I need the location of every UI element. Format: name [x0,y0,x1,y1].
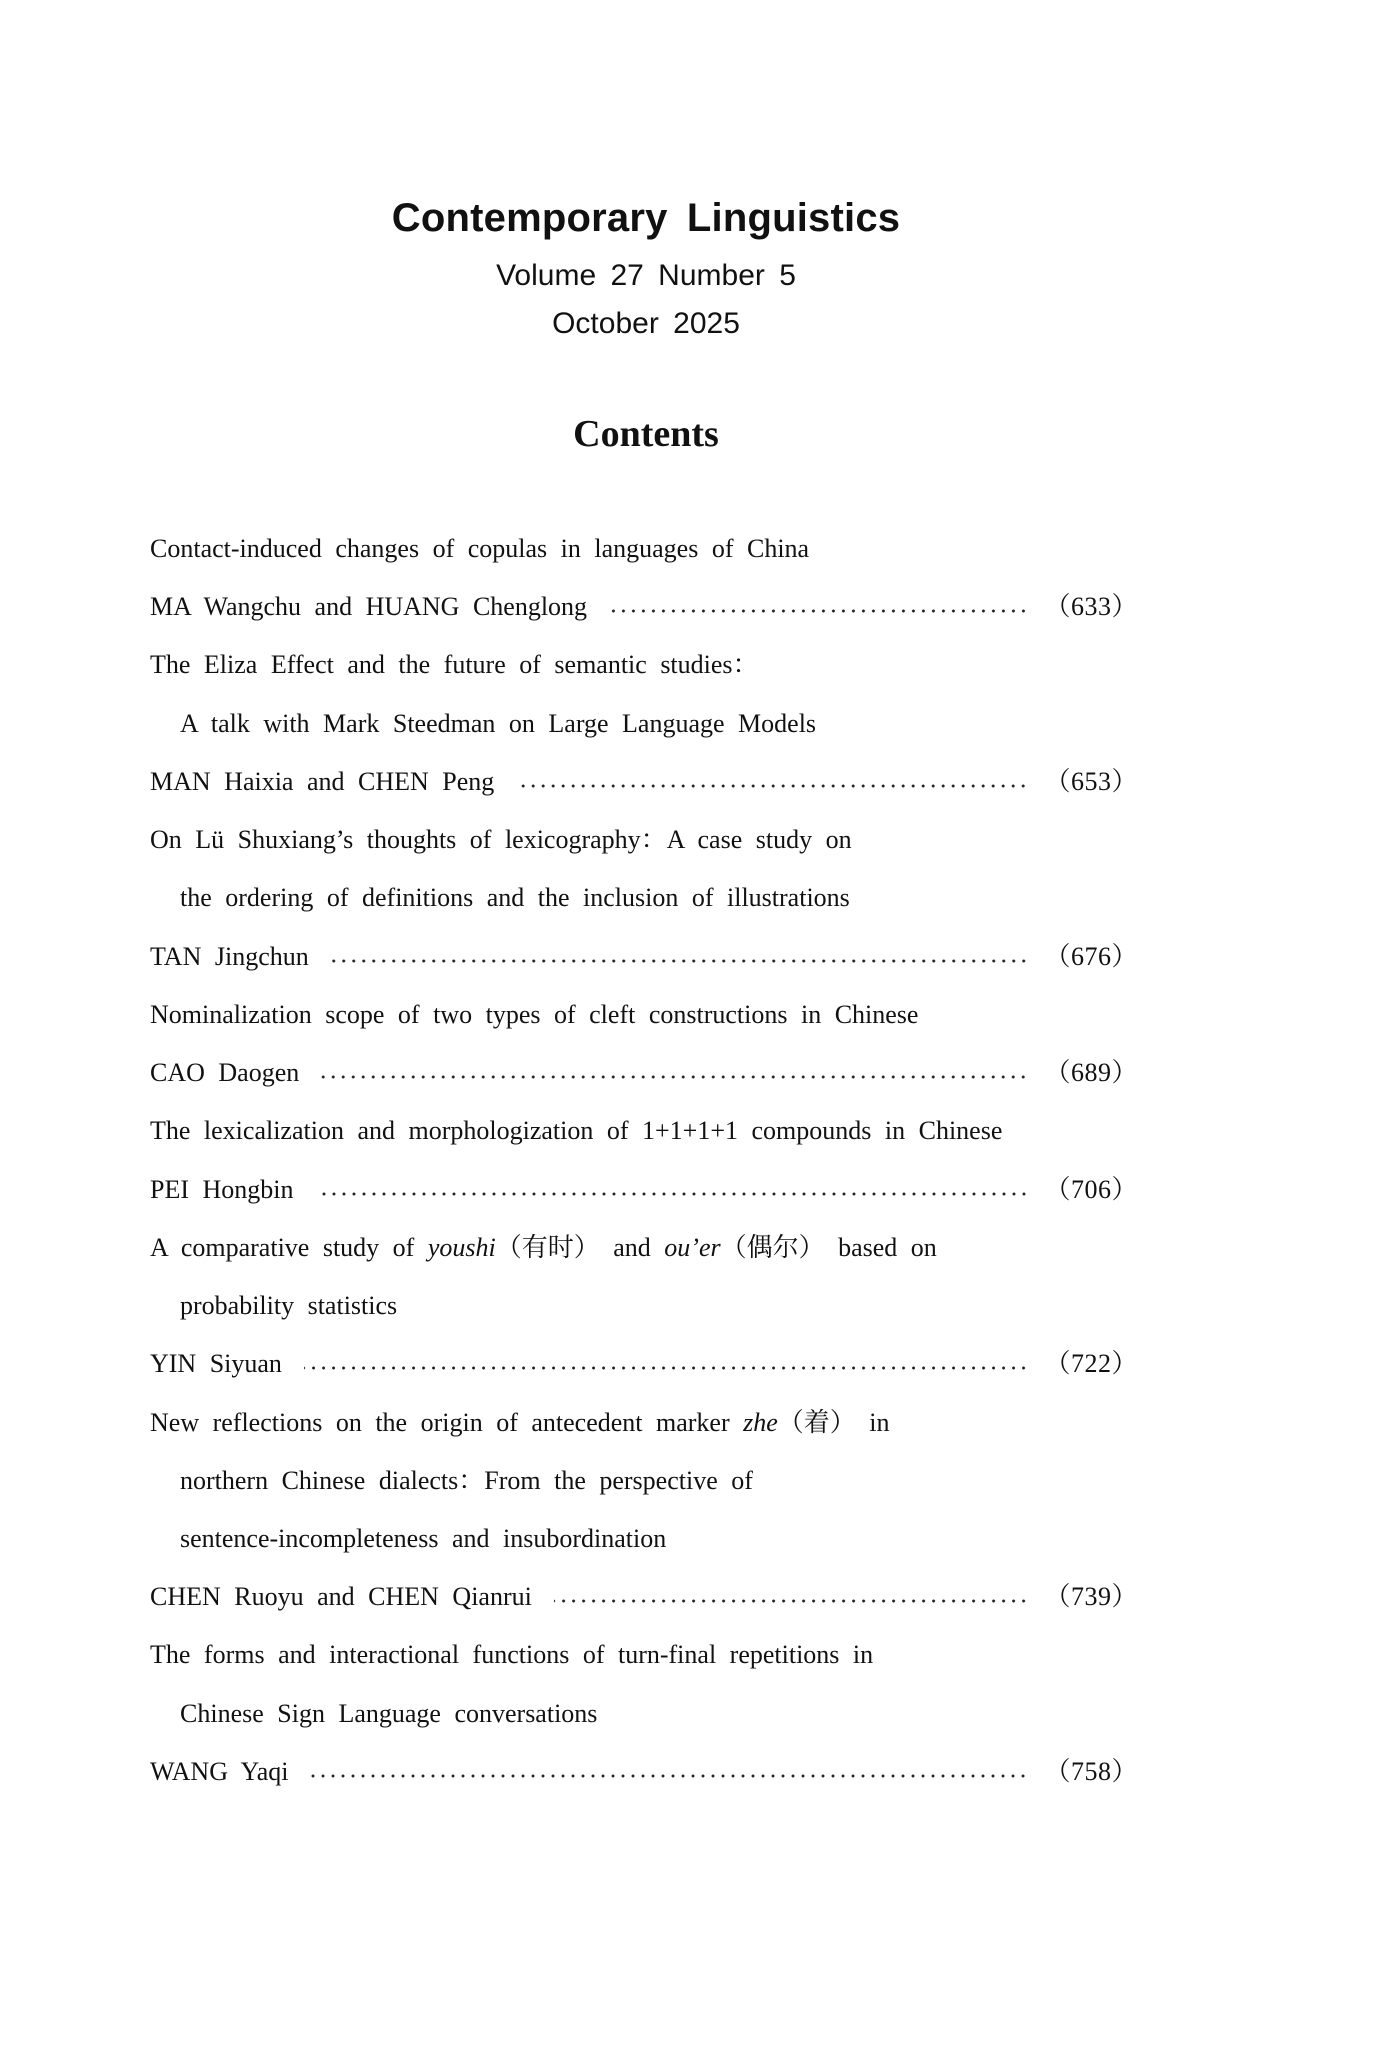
title-segment: （偶尔） based on [720,1232,937,1262]
article-title-text [150,1219,937,1277]
title-segment: On Lü Shuxiang’s thoughts of lexicography：A case study on [150,825,852,855]
page-number[interactable]: （633） [1044,592,1138,622]
journal-title: Contemporary Linguistics [391,196,901,240]
contents-heading: Contents [573,413,719,455]
article-authors: CAO Daogen [150,1058,300,1088]
article-title-line [150,811,1138,869]
article-authors: YIN Siyuan [150,1349,282,1379]
article-title-continuation [150,1277,1138,1335]
title-segment: （着） in [777,1407,890,1437]
italic-term: zhe [743,1407,778,1437]
dot-leader [316,1192,1029,1196]
article-title-text [180,1452,753,1510]
article-title-text [180,1510,666,1568]
article-title-text [150,986,918,1044]
article-title-line [150,520,1138,578]
article-title-text [180,1277,397,1335]
title-segment: New reflections on the origin of antecedent marker [150,1407,744,1437]
dot-leader [310,1774,1028,1778]
dot-leader [516,784,1028,788]
article-authors: PEI Hongbin [150,1174,294,1204]
article-title-line [150,1102,1138,1160]
author-line [150,1044,1138,1102]
article-title-text [180,1685,597,1743]
article-title-continuation [150,1510,1138,1568]
italic-term: ou’er [664,1232,721,1262]
article-title-text [180,869,850,927]
toc-entry[interactable] [150,1626,1138,1801]
author-line [150,1335,1138,1393]
article-title-continuation [150,1685,1138,1743]
toc-entry[interactable] [150,1394,1138,1627]
author-line [150,928,1138,986]
article-title-line [150,1626,1138,1684]
page-number[interactable]: （706） [1044,1174,1138,1204]
author-line [150,1161,1138,1219]
title-segment: The Eliza Effect and the future of semantic studies： [150,650,759,680]
dot-leader [554,1599,1029,1603]
article-title-text [180,695,816,753]
article-title-text [150,520,809,578]
title-segment: the ordering of definitions and the inclusion of illustrations [180,883,850,913]
article-authors: WANG Yaqi [150,1756,289,1786]
page-number[interactable]: （739） [1044,1582,1138,1612]
toc-entry[interactable] [150,1219,1138,1394]
article-authors: CHEN Ruoyu and CHEN Qianrui [150,1582,532,1612]
article-authors: MA Wangchu and HUANG Chenglong [150,592,588,622]
title-segment: Contact-induced changes of copulas in languages of China [150,534,810,563]
article-title-line [150,1394,1138,1452]
author-line [150,753,1138,811]
article-title-continuation [150,695,1138,753]
article-title-line [150,986,1138,1044]
italic-term: youshi [427,1232,496,1262]
dot-leader [321,1075,1028,1079]
author-line [150,1743,1138,1801]
page-number[interactable]: （676） [1044,941,1138,971]
toc-entry[interactable] [150,986,1138,1102]
table-of-contents [150,520,1138,1801]
title-segment: Chinese Sign Language conversations [180,1698,598,1728]
toc-entry[interactable] [150,520,1138,636]
toc-entry[interactable] [150,811,1138,986]
toc-entry[interactable] [150,1102,1138,1218]
issue-date: October 2025 [552,307,740,340]
author-line [150,578,1138,636]
article-authors: MAN Haixia and CHEN Peng [150,766,495,796]
title-segment: sentence-incompleteness and insubordination [180,1523,667,1553]
toc-entry[interactable] [150,636,1138,811]
title-segment: probability statistics [180,1291,398,1321]
title-segment: northern Chinese dialects：From the perspective of [180,1465,753,1495]
article-title-line [150,636,1138,694]
page-number[interactable]: （653） [1044,766,1138,796]
title-segment: Nominalization scope of two types of cleft constructions in Chinese [150,999,919,1029]
page-number[interactable]: （722） [1044,1349,1138,1379]
title-segment: A talk with Mark Steedman on Large Language Models [180,708,817,738]
article-title-text [150,1394,890,1452]
page-number[interactable]: （758） [1044,1756,1138,1786]
page-number[interactable]: （689） [1044,1058,1138,1088]
title-segment: A comparative study of [150,1232,428,1262]
article-title-text [150,1102,1002,1160]
article-authors: TAN Jingchun [150,941,309,971]
dot-leader [331,959,1029,963]
article-title-text [150,1626,873,1684]
title-segment: （有时） and [495,1232,665,1262]
title-segment: The forms and interactional functions of turn-final repetitions in [150,1640,874,1670]
article-title-text [150,636,759,694]
article-title-continuation [150,1452,1138,1510]
article-title-text [150,811,852,869]
article-title-continuation [150,869,1138,927]
author-line [150,1568,1138,1626]
dot-leader [304,1366,1029,1370]
dot-leader [609,609,1028,613]
volume-number: Volume 27 Number 5 [496,259,796,292]
article-title-line [150,1219,1138,1277]
title-segment: The lexicalization and morphologization of 1+1+1+1 compounds in Chinese [150,1116,1003,1146]
